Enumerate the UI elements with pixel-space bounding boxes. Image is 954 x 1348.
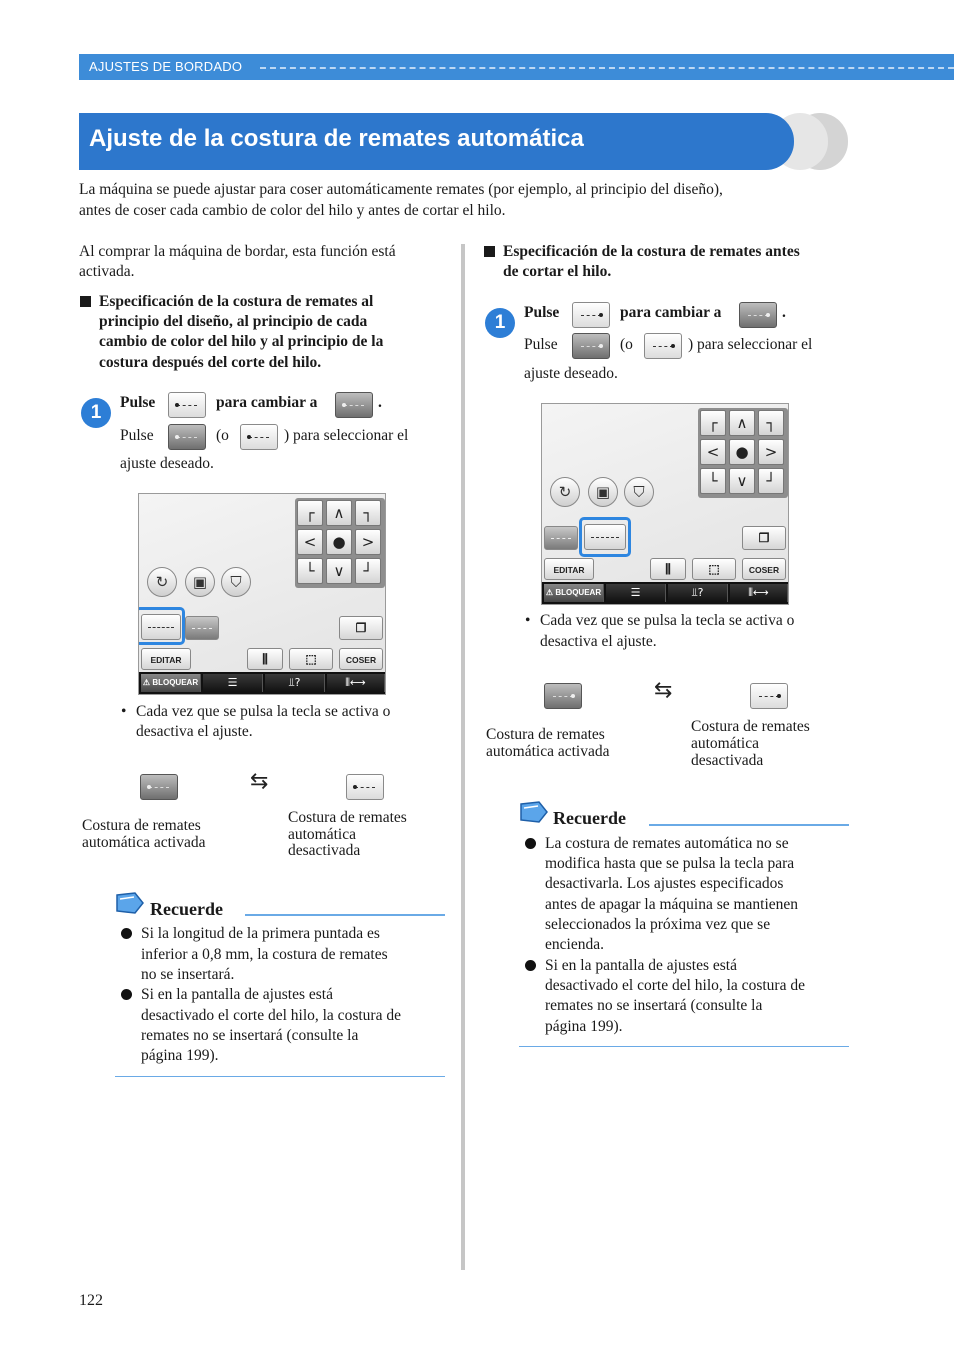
recuerde-item-line: modifica hasta que se pulsa la tecla para: [545, 855, 795, 872]
memo-note-icon: [519, 800, 549, 824]
panel-bottom-bar: [139, 672, 385, 694]
embroidery-screen-panel: [138, 493, 386, 695]
selection-highlight: [138, 607, 185, 645]
arrow-down-icon[interactable]: ∨: [729, 468, 755, 494]
caption-off-line-2: automática: [288, 826, 356, 843]
rotate-icon[interactable]: ↻: [147, 567, 177, 597]
step2-rest-label: ) para seleccionar el: [688, 336, 813, 353]
thread-cut-reinforce-off-key-icon[interactable]: [644, 333, 682, 359]
recuerde-item-line: Si en la pantalla de ajustes está: [545, 957, 737, 974]
bullet-dot: •: [121, 703, 127, 720]
help-icon[interactable]: ⫫?: [265, 674, 325, 692]
settings-icon[interactable]: ⫴⟷: [327, 674, 385, 692]
step2-line-2: ajuste deseado.: [120, 455, 214, 472]
step-period: .: [782, 304, 786, 321]
auto-reinforce-off-key-icon: [346, 774, 384, 800]
left-bullet-line-1: Cada vez que se pulsa la tecla se activa o: [136, 703, 391, 720]
recuerde-item-line: Si en la pantalla de ajustes está: [141, 986, 333, 1003]
recuerde-item-line: página 199).: [141, 1047, 219, 1064]
thread-cutter-icon[interactable]: ❐: [339, 616, 383, 640]
bullet-dot: [121, 928, 132, 939]
recuerde-item-line: antes de apagar la máquina se mantienen: [545, 896, 799, 913]
header-dash-line: [260, 67, 954, 69]
recuerde-item-line: inferior a 0,8 mm, la costura de remates: [141, 946, 388, 963]
left-heading-line: Especificación de la costura de remates al: [99, 293, 374, 310]
step2-or-label: (o: [620, 336, 633, 353]
bloquear-label: BLOQUEAR: [555, 588, 602, 597]
arrow-right-icon[interactable]: >: [758, 439, 784, 465]
arrow-down-right-icon[interactable]: ┘: [758, 468, 784, 494]
help-icon[interactable]: ⫫?: [668, 584, 728, 602]
bullet-dot: [525, 960, 536, 971]
caption-on-line-1: Costura de remates: [82, 817, 201, 834]
caption-on-line-2: automática activada: [486, 743, 610, 760]
coser-button[interactable]: [339, 648, 383, 670]
recuerde-item-line: La costura de remates automática no se: [545, 835, 789, 852]
recuerde-item-line: Si la longitud de la primera puntada es: [141, 925, 380, 942]
trial-icon[interactable]: ▣: [185, 567, 215, 597]
lock-button[interactable]: ⚠ BLOQUEAR: [544, 584, 604, 602]
auto-reinforce-off-key-icon[interactable]: [240, 424, 278, 450]
center-dot-icon[interactable]: ●: [729, 439, 755, 465]
auto-reinforce-on-key-icon[interactable]: [168, 424, 206, 450]
intro-line-1: La máquina se puede ajustar para coser automáticamente remates (por ejemplo, al principio del diseño),: [79, 181, 723, 198]
center-dot-icon[interactable]: ●: [326, 529, 352, 555]
step-pulse-label: Pulse: [524, 304, 560, 321]
presser-foot-icon[interactable]: ⫼: [650, 558, 686, 580]
coser-button[interactable]: [742, 558, 786, 580]
step-number-badge: 1: [81, 398, 111, 428]
recuerde-rule: [649, 824, 849, 826]
step2-or-label: (o: [216, 427, 229, 444]
left-bullet-line-2: desactiva el ajuste.: [136, 723, 253, 740]
arrow-left-icon[interactable]: <: [297, 529, 323, 555]
thread-cut-reinforce-on-key-icon[interactable]: [572, 333, 610, 359]
arrow-up-icon[interactable]: ∧: [729, 410, 755, 436]
left-note-line-2: activada.: [79, 263, 135, 280]
step2-line-2: ajuste deseado.: [524, 365, 618, 382]
arrow-down-left-icon[interactable]: └: [297, 558, 323, 584]
recuerde-item-line: desactivarla. Los ajustes especificados: [545, 875, 784, 892]
frame-check-icon[interactable]: ⬚: [289, 648, 333, 670]
arrow-left-icon[interactable]: <: [700, 439, 726, 465]
recuerde-rule: [245, 914, 445, 916]
left-note-line-1: Al comprar la máquina de bordar, esta función está: [79, 243, 396, 260]
bullet-dot: [525, 838, 536, 849]
step-period: .: [378, 394, 382, 411]
presser-foot-icon[interactable]: ⫼: [247, 648, 283, 670]
recuerde-item-line: desactivado el corte del hilo, la costura de: [545, 977, 805, 994]
left-heading-line: costura después del corte del hilo.: [99, 354, 322, 371]
arrow-right-icon[interactable]: >: [355, 529, 381, 555]
caption-off-line-1: Costura de remates: [288, 809, 407, 826]
page-title: Ajuste de la costura de remates automática: [89, 125, 584, 152]
bloquear-label: BLOQUEAR: [152, 678, 199, 687]
right-bullet-line-1: Cada vez que se pulsa la tecla se activa o: [540, 612, 795, 629]
shield-icon[interactable]: ⛉: [624, 477, 654, 507]
square-bullet-icon: [484, 246, 495, 257]
section-label: AJUSTES DE BORDADO: [89, 59, 243, 74]
left-heading-line: principio del diseño, al principio de cada: [99, 313, 368, 330]
recuerde-bottom-rule: [519, 1046, 849, 1047]
arrow-down-left-icon[interactable]: └: [700, 468, 726, 494]
left-heading-line: cambio de color del hilo y al principio de la: [99, 333, 384, 350]
caption-off-line-3: desactivada: [288, 842, 361, 859]
arrow-up-left-icon[interactable]: ┌: [700, 410, 726, 436]
swap-arrows-icon: ⇆: [654, 678, 673, 703]
step2-rest-label: ) para seleccionar el: [284, 427, 409, 444]
recuerde-item-line: remates no se insertará (consulte la: [141, 1027, 359, 1044]
recuerde-title: Recuerde: [150, 899, 223, 919]
trial-icon[interactable]: ▣: [588, 477, 618, 507]
arrow-up-left-icon[interactable]: ┌: [297, 500, 323, 526]
right-bullet-line-2: desactiva el ajuste.: [540, 633, 657, 650]
editar-label: EDITAR: [150, 655, 182, 665]
auto-reinforce-on-key-icon: [140, 774, 178, 800]
recuerde-title: Recuerde: [553, 808, 626, 828]
recuerde-item-line: encienda.: [545, 936, 604, 953]
panel-bottom-bar: [542, 582, 788, 604]
list-icon[interactable]: ☰: [203, 674, 263, 692]
auto-reinforce-off-key-icon[interactable]: [168, 392, 206, 418]
caption-off-line-2: automática: [691, 735, 759, 752]
recuerde-item-line: página 199).: [545, 1018, 623, 1035]
caption-on-line-1: Costura de remates: [486, 726, 605, 743]
editar-button[interactable]: [544, 558, 594, 580]
coser-label: COSER: [748, 565, 780, 575]
arrow-down-icon[interactable]: ∨: [326, 558, 352, 584]
thread-cut-reinforce-off-key-icon[interactable]: [572, 302, 610, 328]
auto-reinforce-on-key-icon[interactable]: [335, 392, 373, 418]
thread-cut-reinforce-off-key-icon: [750, 683, 788, 709]
arrow-up-icon[interactable]: ∧: [326, 500, 352, 526]
page-number: 122: [79, 1292, 103, 1309]
caption-off-line-3: desactivada: [691, 752, 764, 769]
arrow-up-right-icon[interactable]: ┐: [758, 410, 784, 436]
intro-line-2: antes de coser cada cambio de color del hilo y antes de cortar el hilo.: [79, 202, 506, 219]
right-heading-line: de cortar el hilo.: [503, 263, 612, 280]
column-divider: [461, 244, 465, 1270]
recuerde-item-line: desactivado el corte del hilo, la costura de: [141, 1007, 401, 1024]
step-number-badge: 1: [485, 308, 515, 338]
caption-off-line-1: Costura de remates: [691, 718, 810, 735]
arrow-up-right-icon[interactable]: ┐: [355, 500, 381, 526]
thread-cut-reinforce-key[interactable]: [185, 616, 219, 640]
rotate-icon[interactable]: ↻: [550, 477, 580, 507]
step-change-label: para cambiar a: [620, 304, 722, 321]
step-change-label: para cambiar a: [216, 394, 318, 411]
shield-icon[interactable]: ⛉: [221, 567, 251, 597]
bullet-dot: [121, 989, 132, 1000]
settings-icon[interactable]: ⫴⟷: [730, 584, 788, 602]
recuerde-item-line: seleccionados la próxima vez que se: [545, 916, 771, 933]
editar-button[interactable]: [141, 648, 191, 670]
right-heading-line: Especificación de la costura de remates antes: [503, 243, 800, 260]
bullet-dot: •: [525, 612, 531, 629]
swap-arrows-icon: ⇆: [250, 769, 269, 794]
recuerde-item-line: remates no se insertará (consulte la: [545, 997, 763, 1014]
frame-check-icon[interactable]: ⬚: [692, 558, 736, 580]
square-bullet-icon: [80, 296, 91, 307]
lock-button[interactable]: ⚠ BLOQUEAR: [141, 674, 201, 692]
recuerde-bottom-rule: [115, 1076, 445, 1077]
step-pulse-label: Pulse: [120, 394, 156, 411]
arrow-keypad: [295, 498, 385, 588]
list-icon[interactable]: ☰: [606, 584, 666, 602]
memo-note-icon: [115, 891, 145, 915]
step2-pulse-label: Pulse: [524, 336, 558, 353]
selection-highlight: [579, 517, 631, 557]
arrow-keypad: [698, 408, 788, 498]
thread-cut-reinforce-on-key-icon: [544, 683, 582, 709]
embroidery-screen-panel: [541, 403, 789, 605]
thread-cut-reinforce-on-key-icon[interactable]: [739, 302, 777, 328]
caption-on-line-2: automática activada: [82, 834, 206, 851]
step2-pulse-label: Pulse: [120, 427, 154, 444]
recuerde-item-line: no se insertará.: [141, 966, 235, 983]
arrow-down-right-icon[interactable]: ┘: [355, 558, 381, 584]
thread-cutter-icon[interactable]: ❐: [742, 526, 786, 550]
coser-label: COSER: [345, 655, 377, 665]
auto-reinforce-key[interactable]: [544, 526, 578, 550]
editar-label: EDITAR: [553, 565, 585, 575]
